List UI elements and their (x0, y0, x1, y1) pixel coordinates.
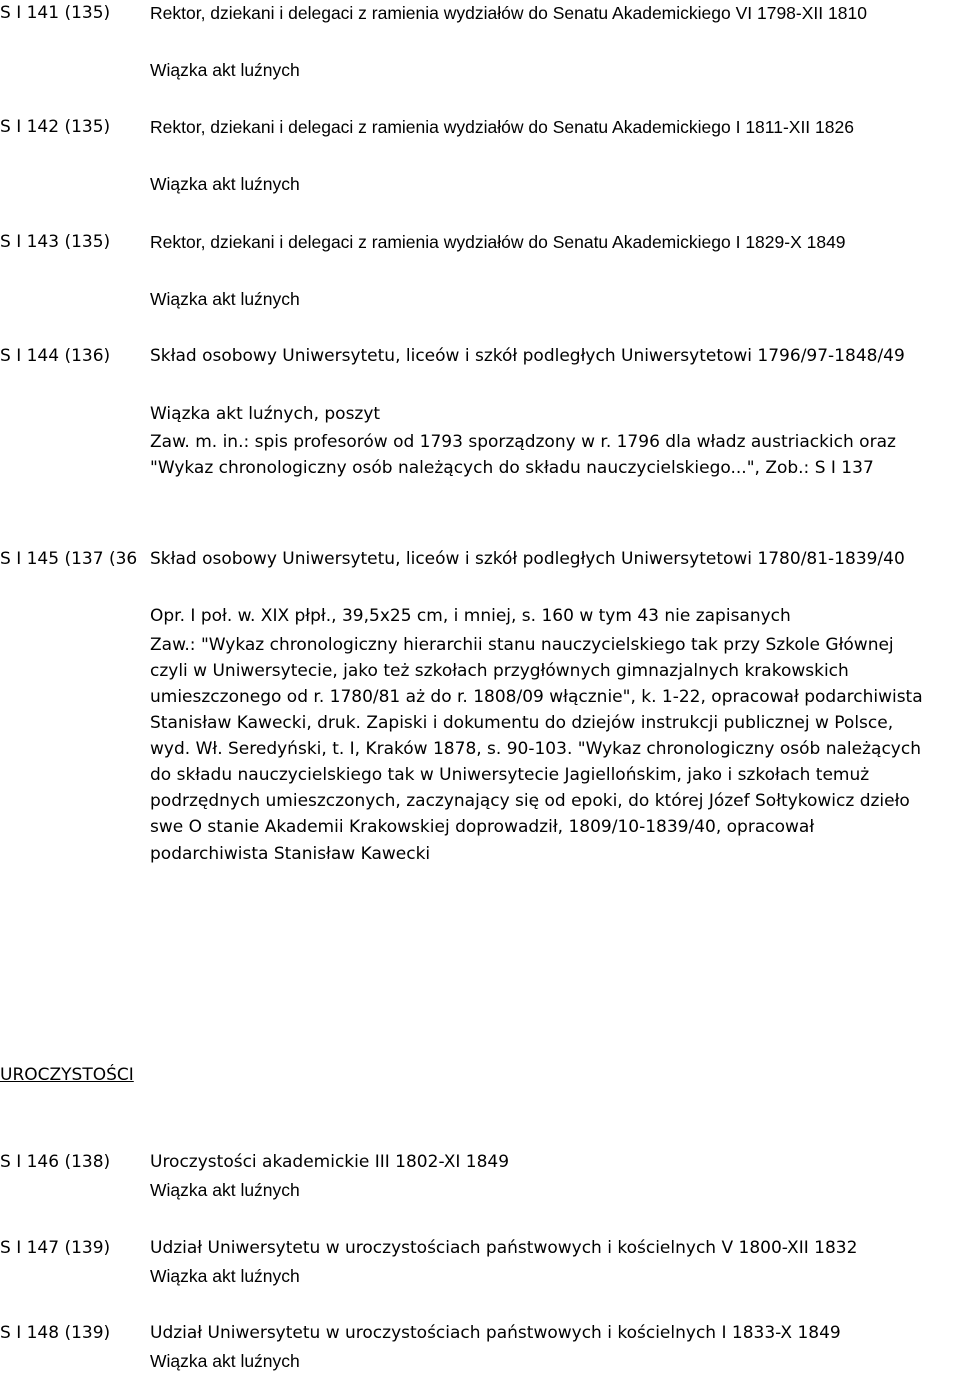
entry-title: Rektor, dziekani i delegaci z ramienia wydziałów do Senatu Akademickiego I 1829-X 1849 (150, 232, 846, 252)
entry-signature: S I 144 (136) (0, 346, 111, 366)
entry-note-line: Stanisław Kawecki, druk. Zapiski i dokumentu do dziejów instrukcji publicznej w Polsce, (150, 713, 894, 733)
entry-description: Wiązka akt luźnych (150, 289, 300, 309)
entry-title: Skład osobowy Uniwersytetu, liceów i szkół podległych Uniwersytetowi 1796/97-1848/49 (150, 346, 905, 366)
entry-signature: S I 141 (135) (0, 3, 111, 23)
entry-signature: S I 145 (137 (36 (0, 549, 138, 569)
entry-signature: S I 146 (138) (0, 1152, 111, 1172)
entry-signature: S I 148 (139) (0, 1323, 111, 1343)
section-heading: UROCZYSTOŚCI (0, 1065, 134, 1085)
entry-description: Wiązka akt luźnych (150, 1351, 300, 1371)
entry-note-line: Zaw. m. in.: spis profesorów od 1793 sporządzony w r. 1796 dla władz austriackich oraz (150, 432, 896, 452)
entry-description: Opr. I poł. w. XIX płpł., 39,5x25 cm, i mniej, s. 160 w tym 43 nie zapisanych (150, 606, 791, 626)
entry-signature: S I 143 (135) (0, 232, 111, 252)
entry-description: Wiązka akt luźnych (150, 60, 300, 80)
entry-note-line: umieszczonego od r. 1780/81 aż do r. 1808/09 włącznie", k. 1-22, opracował podarchiwista (150, 687, 923, 707)
entry-title: Udział Uniwersytetu w uroczystościach państwowych i kościelnych V 1800-XII 1832 (150, 1238, 858, 1258)
entry-note-line: podrzędnych umieszczonych, zaczynający się od epoki, do której Józef Sołtykowicz dzieło (150, 791, 910, 811)
entry-title: Uroczystości akademickie III 1802-XI 1849 (150, 1152, 510, 1172)
entry-title: Rektor, dziekani i delegaci z ramienia wydziałów do Senatu Akademickiego VI 1798-XII 1810 (150, 3, 867, 23)
entry-title: Udział Uniwersytetu w uroczystościach państwowych i kościelnych I 1833-X 1849 (150, 1323, 841, 1343)
entry-signature: S I 142 (135) (0, 117, 111, 137)
entry-description: Wiązka akt luźnych, poszyt (150, 404, 381, 424)
entry-title: Rektor, dziekani i delegaci z ramienia wydziałów do Senatu Akademickiego I 1811-XII 1826 (150, 117, 854, 137)
entry-note-line: "Wykaz chronologiczny osób należących do składu nauczycielskiego...", Zob.: S I 137 (150, 458, 874, 478)
entry-note-line: czyli w Uniwersytecie, jako też szkołach przygłównych gimnazjalnych krakowskich (150, 661, 849, 681)
entry-description: Wiązka akt luźnych (150, 1180, 300, 1200)
entry-title: Skład osobowy Uniwersytetu, liceów i szkół podległych Uniwersytetowi 1780/81-1839/40 (150, 549, 905, 569)
entry-note-line: wyd. Wł. Seredyński, t. I, Kraków 1878, s. 90-103. "Wykaz chronologiczny osób należących (150, 739, 921, 759)
entry-signature: S I 147 (139) (0, 1238, 111, 1258)
entry-note-line: Zaw.: "Wykaz chronologiczny hierarchii stanu nauczycielskiego tak przy Szkole Głównej (150, 635, 894, 655)
entry-note-line: do składu nauczycielskiego tak w Uniwersytecie Jagiellońskim, jako i szkołach temuż (150, 765, 870, 785)
entry-description: Wiązka akt luźnych (150, 1266, 300, 1286)
entry-note-line: swe O stanie Akademii Krakowskiej doprowadził, 1809/10-1839/40, opracował (150, 817, 815, 837)
entry-note-line: podarchiwista Stanisław Kawecki (150, 844, 431, 864)
entry-description: Wiązka akt luźnych (150, 174, 300, 194)
